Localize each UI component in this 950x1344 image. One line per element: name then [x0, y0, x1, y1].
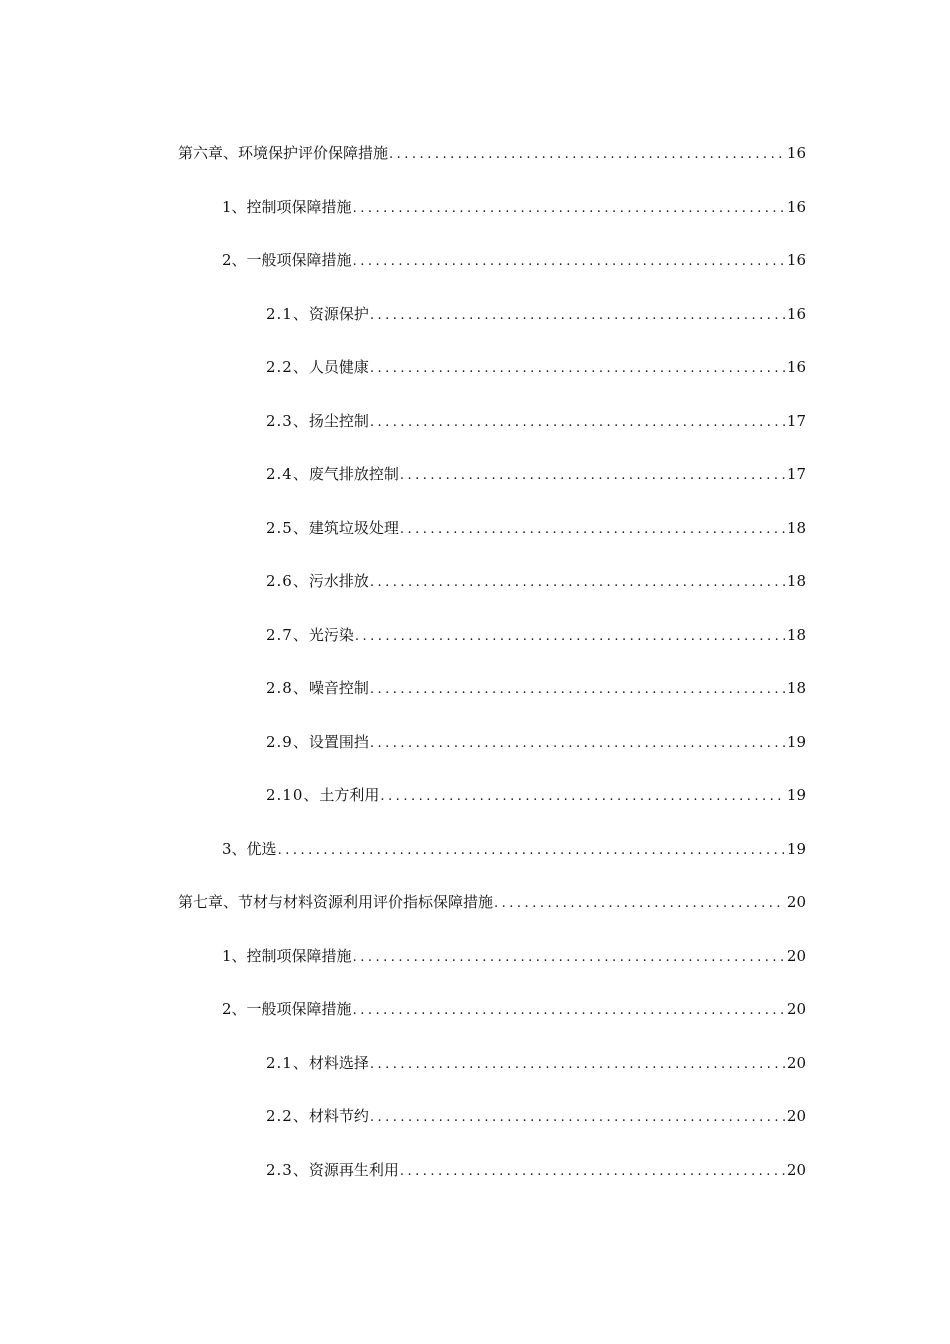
toc-entry[interactable]: [266, 783, 806, 807]
toc-entry[interactable]: [222, 997, 806, 1021]
dot-leader: [400, 518, 785, 542]
toc-title: 光污染: [308, 626, 354, 644]
toc-entry[interactable]: [266, 730, 806, 754]
toc-number: 2.5、: [266, 519, 309, 537]
toc-number: 2.2、: [266, 358, 309, 376]
toc-number: 2.3、: [266, 412, 309, 430]
toc-entry[interactable]: [266, 1158, 806, 1182]
toc-page-number: 16: [786, 144, 806, 162]
toc-entry[interactable]: [222, 944, 806, 968]
dot-leader: [494, 892, 785, 916]
toc-title: 人员健康: [308, 358, 369, 376]
toc-title: 控制项保障措施: [246, 947, 352, 965]
dot-leader: [353, 999, 785, 1023]
dot-leader: [389, 143, 785, 167]
toc-title: 节材与材料资源利用评价指标保障措施: [238, 893, 494, 911]
toc-number: 3、: [222, 840, 247, 858]
toc-page-number: 16: [786, 198, 806, 216]
toc-number: 2.10、: [266, 786, 320, 804]
toc-title: 土方利用: [319, 786, 380, 804]
toc-number: 2、: [222, 251, 247, 269]
toc-page-number: 19: [786, 786, 806, 804]
toc-page-number: 18: [786, 572, 806, 590]
toc-title: 废气排放控制: [308, 465, 399, 483]
toc-page-number: 18: [786, 679, 806, 697]
dot-leader: [370, 304, 785, 328]
toc-page-number: 18: [786, 626, 806, 644]
toc-title: 噪音控制: [308, 679, 369, 697]
toc-title: 建筑垃圾处理: [308, 519, 399, 537]
toc-title: 设置围挡: [308, 733, 369, 751]
toc-number: 1、: [222, 198, 247, 216]
toc-page-number: 20: [786, 1000, 806, 1018]
toc-page-number: 16: [786, 251, 806, 269]
toc-title: 一般项保障措施: [246, 1000, 352, 1018]
toc-title: 一般项保障措施: [246, 251, 352, 269]
dot-leader: [370, 357, 785, 381]
dot-leader: [370, 678, 785, 702]
toc-entry[interactable]: [222, 195, 806, 219]
toc-page-number: 20: [786, 1054, 806, 1072]
toc-title: 资源保护: [308, 305, 369, 323]
toc-number: 2.1、: [266, 305, 309, 323]
toc-page-number: 20: [786, 1161, 806, 1179]
toc-title: 控制项保障措施: [246, 198, 352, 216]
dot-leader: [353, 250, 785, 274]
toc-page-number: 16: [786, 358, 806, 376]
toc-page-number: 17: [786, 465, 806, 483]
toc-page-number: 20: [786, 947, 806, 965]
toc-title: 扬尘控制: [308, 412, 369, 430]
toc-number: 2.1、: [266, 1054, 309, 1072]
dot-leader: [370, 732, 785, 756]
toc-title: 材料选择: [308, 1054, 369, 1072]
dot-leader: [380, 785, 784, 809]
toc-entry[interactable]: [266, 355, 806, 379]
toc-entry[interactable]: [222, 837, 806, 861]
dot-leader: [370, 571, 785, 595]
toc-entry[interactable]: [266, 516, 806, 540]
toc-number: 2、: [222, 1000, 247, 1018]
toc-page-number: 18: [786, 519, 806, 537]
toc-entry[interactable]: [266, 676, 806, 700]
toc-page-number: 19: [786, 840, 806, 858]
dot-leader: [278, 839, 785, 863]
toc-title: 材料节约: [308, 1107, 369, 1125]
toc-number: 2.4、: [266, 465, 309, 483]
toc-page-number: 19: [786, 733, 806, 751]
toc-number: 第七章、: [178, 893, 239, 911]
toc-number: 2.8、: [266, 679, 309, 697]
dot-leader: [370, 411, 785, 435]
toc-entry[interactable]: [266, 462, 806, 486]
toc-entry[interactable]: [266, 623, 806, 647]
dot-leader: [353, 197, 785, 221]
toc-entry[interactable]: [266, 1104, 806, 1128]
toc-page-number: 20: [786, 1107, 806, 1125]
toc-page-number: 16: [786, 305, 806, 323]
toc-number: 1、: [222, 947, 247, 965]
toc-entry[interactable]: [178, 890, 806, 914]
dot-leader: [400, 464, 785, 488]
toc-title: 资源再生利用: [308, 1161, 399, 1179]
toc-number: 第六章、: [178, 144, 239, 162]
dot-leader: [370, 1106, 785, 1130]
toc-title: 优选: [246, 840, 277, 858]
toc-entry[interactable]: [266, 302, 806, 326]
dot-leader: [370, 1053, 785, 1077]
toc-entry[interactable]: [266, 409, 806, 433]
toc-entry[interactable]: [222, 248, 806, 272]
toc-number: 2.7、: [266, 626, 309, 644]
toc-number: 2.9、: [266, 733, 309, 751]
toc-number: 2.2、: [266, 1107, 309, 1125]
toc-number: 2.3、: [266, 1161, 309, 1179]
toc-title: 环境保护评价保障措施: [238, 144, 389, 162]
dot-leader: [353, 946, 785, 970]
toc-page-number: 17: [786, 412, 806, 430]
toc-entry[interactable]: [178, 141, 806, 165]
dot-leader: [400, 1160, 785, 1184]
toc-page-number: 20: [786, 893, 806, 911]
toc-entry[interactable]: [266, 1051, 806, 1075]
toc-entry[interactable]: [266, 569, 806, 593]
dot-leader: [355, 625, 785, 649]
toc-title: 污水排放: [308, 572, 369, 590]
toc-number: 2.6、: [266, 572, 309, 590]
